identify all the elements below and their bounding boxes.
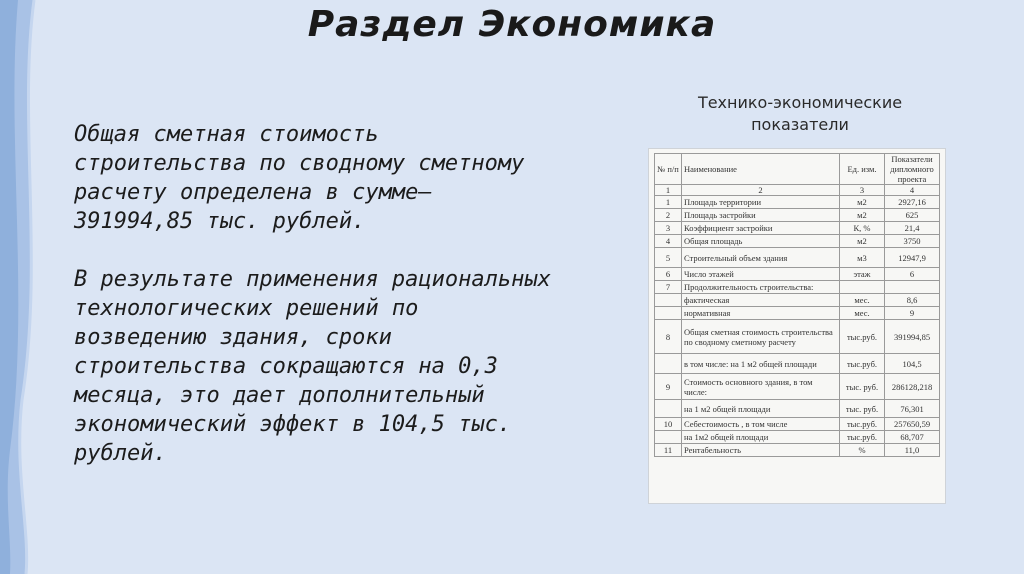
row-unit-cell: м3 [840,248,885,268]
header-number: № п/п [655,154,682,185]
row-number-cell: 1 [655,196,682,209]
row-name-cell: фактическая [682,294,840,307]
row-number-cell: 8 [655,320,682,354]
row-value-cell: 9 [885,307,940,320]
row-value-cell: 104,5 [885,354,940,374]
row-number-cell: 3 [655,222,682,235]
row-value-cell: 11,0 [885,444,940,457]
slide-title: Раздел Экономика [307,4,717,45]
row-name-cell: Себестоимость , в том числе [682,418,840,431]
row-name-cell: на 1м2 общей площади [682,431,840,444]
row-name-cell: Коэффициент застройки [682,222,840,235]
body-text [74,120,554,468]
row-value-cell: 12947,9 [885,248,940,268]
row-unit-cell: тыс.руб. [840,354,885,374]
row-unit-cell: м2 [840,235,885,248]
row-value-cell: 76,301 [885,400,940,418]
row-name-cell: Площадь застройки [682,209,840,222]
row-name-cell: Стоимость основного здания, в том числе: [682,374,840,400]
row-number-cell [655,294,682,307]
row-unit-cell: тыс. руб. [840,400,885,418]
table-body [655,196,940,457]
table-row [655,222,940,235]
header-name: Наименование [682,154,840,185]
row-number-cell: 2 [655,209,682,222]
row-unit-cell: % [840,444,885,457]
index-cell: 4 [885,185,940,196]
row-number-cell: 9 [655,374,682,400]
row-unit-cell: тыс. руб. [840,374,885,400]
row-number-cell [655,354,682,374]
table-row [655,294,940,307]
row-number-cell: 11 [655,444,682,457]
row-name-cell: Площадь территории [682,196,840,209]
row-number-cell: 5 [655,248,682,268]
header-value: Показатели дипломного проекта [885,154,940,185]
table-row [655,418,940,431]
table-row [655,209,940,222]
decorative-wave [0,0,80,574]
row-value-cell: 21,4 [885,222,940,235]
row-unit-cell: этаж [840,268,885,281]
table-row [655,400,940,418]
paragraph-effect: В результате применения рациональных технологических решений по возведению здания, сроки строительства сокращаются на 0,3 месяца, это дает дополнительный экономический эффект в 104,5 тыс. рублей. [74,267,551,466]
row-number-cell: 4 [655,235,682,248]
row-name-cell: Рентабельность [682,444,840,457]
row-name-cell: Продолжительность строительства: [682,281,840,294]
row-value-cell: 286128,218 [885,374,940,400]
row-number-cell: 6 [655,268,682,281]
table-row [655,235,940,248]
table-row [655,354,940,374]
row-unit-cell: тыс.руб. [840,320,885,354]
row-value-cell: 8,6 [885,294,940,307]
row-number-cell [655,431,682,444]
row-name-cell: Общая сметная стоимость строительства по сводному сметному расчету [682,320,840,354]
row-value-cell: 2927,16 [885,196,940,209]
table-index-row [655,185,940,196]
row-name-cell: Общая площадь [682,235,840,248]
table-row [655,320,940,354]
row-number-cell [655,307,682,320]
row-value-cell: 3750 [885,235,940,248]
row-unit-cell: тыс.руб. [840,418,885,431]
row-value-cell: 625 [885,209,940,222]
table-row [655,374,940,400]
row-unit-cell: тыс.руб. [840,431,885,444]
row-value-cell: 257650,59 [885,418,940,431]
row-unit-cell: К, % [840,222,885,235]
row-number-cell: 10 [655,418,682,431]
table-row [655,281,940,294]
table-caption: Технико-экономические показатели [697,93,903,134]
row-name-cell: на 1 м2 общей площади [682,400,840,418]
row-unit-cell: м2 [840,209,885,222]
row-name-cell: Строительный объем здания [682,248,840,268]
table-row [655,431,940,444]
row-unit-cell [840,281,885,294]
table-row [655,268,940,281]
row-value-cell: 6 [885,268,940,281]
row-value-cell: 68,707 [885,431,940,444]
index-cell: 2 [682,185,840,196]
row-unit-cell: мес. [840,307,885,320]
index-cell: 3 [840,185,885,196]
row-name-cell: в том числе: на 1 м2 общей площади [682,354,840,374]
header-unit: Ед. изм. [840,154,885,185]
paragraph-cost: Общая сметная стоимость строительства по сводному сметному расчету определена в сумме– 391994,85 тыс. рублей. [74,122,525,234]
table-row [655,307,940,320]
row-unit-cell: мес. [840,294,885,307]
row-name-cell: нормативная [682,307,840,320]
tech-economic-table [648,148,946,504]
table-row [655,248,940,268]
row-value-cell [885,281,940,294]
table-header-row [655,154,940,185]
table-row [655,444,940,457]
row-value-cell: 391994,85 [885,320,940,354]
row-number-cell: 7 [655,281,682,294]
row-number-cell [655,400,682,418]
table-row [655,196,940,209]
row-unit-cell: м2 [840,196,885,209]
index-cell: 1 [655,185,682,196]
row-name-cell: Число этажей [682,268,840,281]
indicators-table [654,153,940,457]
